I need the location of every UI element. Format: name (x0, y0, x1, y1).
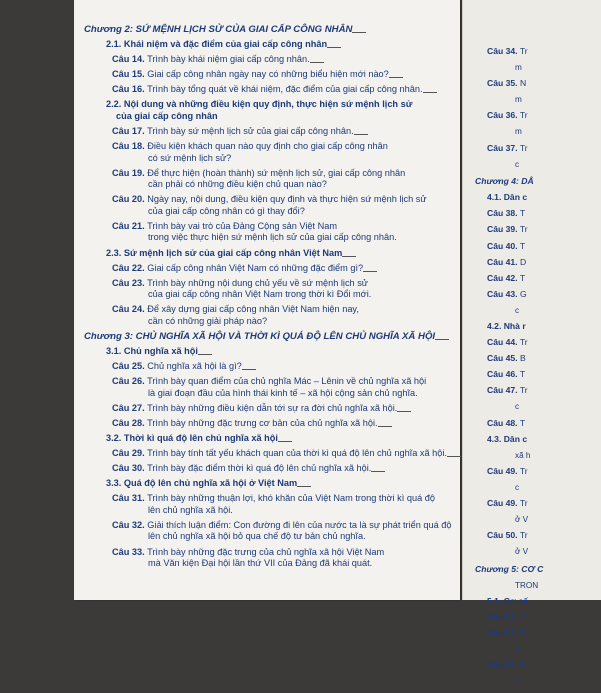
entry-line (84, 24, 456, 36)
entry-text: Tr (519, 628, 528, 639)
entry-text: m (515, 127, 522, 137)
entry-text: 4.1. Dân c (487, 192, 528, 203)
question-number: Câu 31. (112, 493, 145, 504)
toc-list (84, 22, 456, 573)
question-entry (475, 418, 543, 430)
entry-text: Tr (519, 337, 528, 348)
entry-text: Giải thích luận điểm: Con đường đi lên của nước ta là sự phát triển quá độ (147, 519, 452, 530)
leader-line (447, 450, 461, 457)
entry-text: 3.2. Thời kì quá độ lên chủ nghĩa xã hội (106, 432, 278, 443)
question-number: Câu 44. (487, 337, 518, 348)
wrapped-line (475, 482, 543, 494)
entry-text: Chương 3: CHỦ NGHĨA XÃ HỘI VÀ THỜI KÌ QUÁ ĐỘ LÊN CHỦ NGHĨA XÃ HỘI (84, 330, 436, 342)
question-entry (84, 403, 456, 415)
entry-line-2 (112, 531, 456, 543)
question-number: Câu 16. (112, 84, 145, 95)
section-heading (84, 478, 456, 490)
entry-line (112, 418, 456, 430)
question-number: Câu 34. (487, 46, 518, 56)
question-entry (475, 369, 543, 381)
entry-text: Tr (519, 46, 528, 56)
leader-line (242, 363, 256, 370)
entry-line (515, 401, 543, 413)
entry-line (106, 248, 456, 260)
question-number: Câu 46. (487, 369, 518, 380)
entry-line (84, 331, 456, 343)
entry-text: Tr (519, 498, 528, 509)
question-entry (475, 385, 543, 397)
leader-line (352, 26, 366, 33)
question-number: Câu 27. (112, 402, 145, 413)
question-entry (475, 257, 543, 269)
question-number: Câu 42. (487, 272, 518, 283)
entry-text: Tr (519, 465, 528, 476)
entry-text: Chương 4: DÂ (475, 176, 534, 187)
entry-line (112, 84, 456, 96)
leader-line (198, 348, 212, 355)
question-number: Câu 35. (487, 78, 518, 89)
question-number: Câu 28. (112, 417, 145, 428)
wrapped-line (475, 514, 543, 526)
entry-line (112, 463, 456, 475)
section-heading (475, 321, 543, 333)
question-number: Câu 22. (112, 262, 145, 273)
entry-text: T (519, 369, 526, 380)
leader-line (310, 56, 324, 63)
entry-line (487, 530, 543, 542)
section-heading (84, 99, 456, 122)
question-entry (475, 208, 543, 220)
question-number: Câu 51. (487, 612, 518, 623)
entry-text: c (515, 159, 520, 169)
entry-line (515, 514, 543, 526)
entry-line-2 (112, 206, 456, 218)
question-entry (84, 221, 456, 244)
entry-line (487, 498, 543, 510)
entry-line (487, 78, 543, 90)
leader-line (363, 265, 377, 272)
entry-line (487, 273, 543, 285)
question-entry (475, 660, 543, 672)
question-number: Câu 17. (112, 126, 145, 137)
entry-text: 4.2. Nhà r (487, 321, 526, 331)
section-heading (475, 596, 543, 608)
question-number: Câu 36. (487, 110, 518, 121)
entry-text: T (519, 208, 526, 219)
entry-text: c (515, 305, 520, 315)
entry-text: Trình bày tính tất yếu khách quan của thời kì quá độ lên chủ nghĩa xã hội. (147, 448, 447, 459)
wrapped-line (475, 644, 543, 656)
entry-line-2 (112, 289, 456, 301)
entry-line (112, 221, 456, 233)
entry-line (112, 304, 456, 316)
entry-text: Trình bày những nội dung chủ yếu về sứ mệnh lịch sử (147, 277, 368, 288)
question-entry (84, 361, 456, 373)
entry-text: Giai cấp công nhân Việt Nam có những đặc điểm gì? (147, 262, 364, 273)
entry-line (515, 546, 543, 558)
entry-line (515, 482, 543, 494)
entry-line (487, 192, 543, 204)
entry-text: Tr (519, 660, 528, 671)
entry-text: Trình bày sứ mệnh lịch sử của giai cấp công nhân. (147, 126, 354, 137)
entry-text: 2.1. Khái niệm và đặc điểm của giai cấp công nhân (106, 39, 328, 50)
question-entry (475, 337, 543, 349)
question-number: Câu 37. (487, 142, 518, 153)
entry-line (112, 520, 456, 532)
leader-line (435, 333, 449, 340)
entry-line (112, 126, 456, 138)
question-number: Câu 21. (112, 220, 145, 231)
entry-line (515, 94, 543, 106)
entry-text: TRON (515, 580, 539, 590)
question-number: Câu 14. (112, 54, 145, 65)
entry-text: Điều kiện khách quan nào quy định cho giai cấp công nhân (147, 141, 388, 152)
wrapped-line (475, 159, 543, 171)
question-entry (84, 463, 456, 475)
wrapped-line (475, 94, 543, 106)
entry-line (515, 126, 543, 138)
entry-text: tr (515, 645, 521, 655)
entry-line (487, 46, 543, 58)
entry-line (487, 208, 543, 220)
entry-line (487, 224, 543, 236)
question-number: Câu 43. (487, 288, 518, 299)
entry-text: xã h (515, 450, 531, 460)
entry-text: T (519, 240, 526, 251)
entry-line (112, 168, 456, 180)
section-heading (475, 192, 543, 204)
entry-text: T (519, 272, 526, 283)
question-entry (84, 126, 456, 138)
entry-line (112, 361, 456, 373)
wrapped-line (475, 450, 543, 462)
chapter-heading (84, 24, 456, 36)
entry-text-2: lên chủ nghĩa xã hội. (148, 504, 233, 515)
entry-line (515, 580, 543, 592)
section-heading (84, 433, 456, 445)
entry-text: Trình bày những thuận lợi, khó khăn của Việt Nam trong thời kì quá độ (147, 493, 435, 504)
question-number: Câu 47. (487, 385, 518, 396)
entry-text: D (519, 256, 527, 267)
question-entry (475, 289, 543, 301)
entry-text: Trình bày vai trò của Đảng Cộng sản Việt Nam (147, 220, 338, 231)
right-page (462, 0, 601, 687)
entry-text: 3.3. Quá độ lên chủ nghĩa xã hội ở Việt Nam (106, 478, 298, 489)
wrapped-line (475, 580, 543, 592)
entry-text: Trình bày những đặc trưng của chủ nghĩa xã hội Việt Nam (147, 546, 385, 557)
entry-line (112, 194, 456, 206)
leader-line (278, 435, 292, 442)
question-number: Câu 33. (112, 546, 145, 557)
section-heading (475, 434, 543, 446)
entry-line-2 (112, 153, 456, 165)
entry-text-2: của giai cấp công nhân (116, 110, 218, 121)
entry-text: Tr (519, 530, 528, 541)
leader-line (378, 420, 392, 427)
question-entry (84, 168, 456, 191)
entry-line (487, 612, 543, 624)
entry-line (515, 676, 543, 688)
question-entry (475, 46, 543, 58)
entry-line (487, 337, 543, 349)
entry-line (475, 176, 543, 188)
question-entry (84, 278, 456, 301)
question-number: Câu 53. (487, 660, 518, 671)
chapter-heading (475, 176, 543, 188)
entry-text: m (515, 63, 522, 73)
entry-text: m (515, 95, 522, 105)
question-number: Câu 19. (112, 167, 145, 178)
entry-line (487, 110, 543, 122)
question-entry (84, 141, 456, 164)
question-number: Câu 52. (487, 628, 518, 639)
entry-text: Để xây dựng giai cấp công nhân Việt Nam hiện nay, (147, 304, 359, 315)
wrapped-line (475, 676, 543, 688)
question-entry (475, 628, 543, 640)
section-heading (84, 346, 456, 358)
leader-line (389, 71, 403, 78)
entry-line-2 (106, 111, 456, 123)
question-entry (84, 69, 456, 81)
entry-line (475, 564, 543, 576)
wrapped-line (475, 546, 543, 558)
entry-line (487, 289, 543, 301)
entry-text: Trình bày quan điểm của chủ nghĩa Mác – Lênin về chủ nghĩa xã hội (147, 376, 427, 387)
entry-text: G (519, 288, 527, 299)
question-number: Câu 40. (487, 240, 518, 251)
leader-line (297, 480, 311, 487)
entry-line (112, 376, 456, 388)
entry-line (112, 493, 456, 505)
entry-line (515, 159, 543, 171)
question-entry (475, 143, 543, 155)
left-page (74, 0, 460, 600)
entry-text: Tr (519, 142, 528, 153)
question-entry (84, 263, 456, 275)
entry-text: Tr (519, 224, 528, 235)
leader-line (423, 86, 437, 93)
section-heading (84, 248, 456, 260)
question-entry (84, 84, 456, 96)
entry-text: Để thực hiện (hoàn thành) sứ mệnh lịch sử, giai cấp công nhân (147, 167, 406, 178)
question-entry (475, 78, 543, 90)
entry-text: Giai cấp công nhân ngày nay có những biểu hiện mới nào? (147, 69, 389, 80)
question-entry (84, 520, 456, 543)
entry-line (112, 141, 456, 153)
entry-line (515, 305, 543, 317)
entry-line (106, 433, 456, 445)
entry-line (487, 466, 543, 478)
entry-text: Tr (519, 110, 528, 121)
entry-line (106, 99, 456, 111)
entry-line (112, 69, 456, 81)
question-number: Câu 24. (112, 304, 145, 315)
entry-text: 2.3. Sứ mệnh lịch sử của giai cấp công nhân Việt Nam (106, 247, 343, 258)
entry-line-2 (112, 558, 456, 570)
entry-line (487, 241, 543, 253)
entry-text: Trình bày tổng quát về khái niệm, đặc điểm của giai cấp công nhân. (147, 84, 423, 95)
question-number: Câu 38. (487, 208, 518, 219)
entry-line (487, 434, 543, 446)
entry-line-2 (112, 179, 456, 191)
section-heading (84, 39, 456, 51)
question-entry (475, 498, 543, 510)
question-number: Câu 49. (487, 465, 518, 476)
entry-line (487, 321, 543, 333)
question-entry (84, 376, 456, 399)
question-entry (475, 466, 543, 478)
entry-line (487, 143, 543, 155)
entry-text: c (515, 677, 520, 687)
entry-text: Chủ nghĩa xã hội là gì? (147, 361, 242, 372)
entry-text: T (519, 417, 526, 428)
entry-text: C (519, 612, 527, 623)
entry-line (487, 596, 543, 608)
wrapped-line (475, 126, 543, 138)
entry-text-2: có sứ mệnh lịch sử? (148, 152, 232, 163)
chapter-heading (475, 564, 543, 576)
question-number: Câu 50. (487, 530, 518, 541)
entry-text: 4.3. Dân c (487, 433, 528, 444)
entry-line (487, 628, 543, 640)
entry-text-2: cần phải có những điều kiện chủ quan nào? (148, 179, 327, 190)
entry-line (515, 62, 543, 74)
leader-line (397, 405, 411, 412)
entry-line (112, 263, 456, 275)
question-number: Câu 30. (112, 463, 145, 474)
wrapped-line (475, 401, 543, 413)
entry-text: B (519, 353, 526, 364)
wrapped-line (475, 305, 543, 317)
question-number: Câu 45. (487, 353, 518, 364)
question-entry (84, 493, 456, 516)
question-number: Câu 48. (487, 417, 518, 428)
entry-text: N (519, 78, 527, 89)
entry-text: Ngày nay, nội dung, điều kiện quy định và thực hiện sứ mệnh lịch sử (147, 194, 427, 205)
entry-text: 3.1. Chủ nghĩa xã hội (106, 346, 198, 356)
entry-line (106, 478, 456, 490)
chapter-heading (84, 331, 456, 343)
question-entry (475, 241, 543, 253)
entry-text-2: lên chủ nghĩa xã hội bỏ qua chế độ tư bản chủ nghĩa. (148, 531, 366, 542)
entry-line (487, 660, 543, 672)
question-number: Câu 49. (487, 498, 518, 509)
question-entry (475, 273, 543, 285)
entry-text-2: của giai cấp công nhân Việt Nam trong thời kì Đổi mới. (148, 289, 372, 300)
question-number: Câu 20. (112, 194, 145, 205)
question-entry (475, 224, 543, 236)
entry-text: Trình bày khái niệm giai cấp công nhân. (147, 54, 310, 65)
question-entry (475, 353, 543, 365)
entry-line (112, 547, 456, 559)
entry-line-2 (112, 505, 456, 517)
entry-line (106, 39, 456, 51)
question-entry (475, 110, 543, 122)
entry-line (112, 54, 456, 66)
entry-text: c (515, 482, 520, 492)
question-number: Câu 39. (487, 224, 518, 235)
entry-line (515, 450, 543, 462)
entry-line (112, 403, 456, 415)
question-number: Câu 26. (112, 376, 145, 387)
leader-line (342, 250, 356, 257)
entry-line (487, 353, 543, 365)
entry-text: Chương 5: CƠ C (475, 563, 544, 574)
entry-line (515, 644, 543, 656)
question-number: Câu 23. (112, 277, 145, 288)
entry-line (106, 346, 456, 358)
entry-text-2: mà Văn kiện Đại hội lần thứ VII của Đảng đã khái quát. (148, 558, 373, 569)
entry-line (487, 418, 543, 430)
entry-line (487, 369, 543, 381)
entry-text-2: trong việc thực hiện sứ mệnh lịch sử của giai cấp công nhân. (148, 232, 397, 243)
question-number: Câu 18. (112, 141, 145, 152)
wrapped-line (475, 62, 543, 74)
entry-line (112, 448, 456, 460)
question-number: Câu 29. (112, 448, 145, 459)
entry-text: 2.2. Nội dung và những điều kiện quy định, thực hiện sứ mệnh lịch sử (106, 99, 413, 110)
entry-text: Chương 2: SỨ MỆNH LỊCH SỬ CỦA GIAI CẤP CÔNG NHÂN (84, 24, 353, 35)
entry-text-2: là giai đoạn đầu của hình thái kinh tế – xã hội cộng sản chủ nghĩa. (148, 387, 418, 398)
entry-text: Trình bày những điều kiện dẫn tới sự ra đời chủ nghĩa xã hội. (147, 402, 398, 413)
question-number: Câu 25. (112, 361, 145, 372)
leader-line (354, 128, 368, 135)
question-entry (84, 448, 456, 460)
question-entry (84, 547, 456, 570)
entry-text: c (515, 402, 520, 412)
entry-line-2 (112, 232, 456, 244)
entry-text: ở V (515, 547, 529, 557)
question-entry (84, 54, 456, 66)
question-entry (475, 612, 543, 624)
entry-text: Tr (519, 385, 528, 396)
entry-text-2: của giai cấp công nhân có gì thay đổi? (148, 205, 305, 216)
entry-text: 5.1. Cơ cấ (487, 596, 528, 606)
question-entry (84, 304, 456, 327)
toc-list-right (475, 46, 543, 693)
entry-text: Trình bày những đặc trưng cơ bản của chủ nghĩa xã hội. (147, 417, 378, 428)
leader-line (327, 41, 341, 48)
question-entry (84, 194, 456, 217)
entry-line (487, 257, 543, 269)
question-entry (475, 530, 543, 542)
entry-text: ở V (515, 515, 529, 525)
entry-line (487, 385, 543, 397)
question-number: Câu 41. (487, 256, 518, 267)
question-number: Câu 15. (112, 69, 145, 80)
entry-line-2 (112, 388, 456, 400)
entry-text: Trình bày đặc điểm thời kì quá độ lên chủ nghĩa xã hội. (147, 463, 372, 474)
entry-line-2 (112, 316, 456, 328)
question-number: Câu 32. (112, 519, 145, 530)
question-entry (84, 418, 456, 430)
leader-line (371, 465, 385, 472)
entry-text-2: cần có những giải pháp nào? (148, 315, 268, 326)
entry-line (112, 278, 456, 290)
